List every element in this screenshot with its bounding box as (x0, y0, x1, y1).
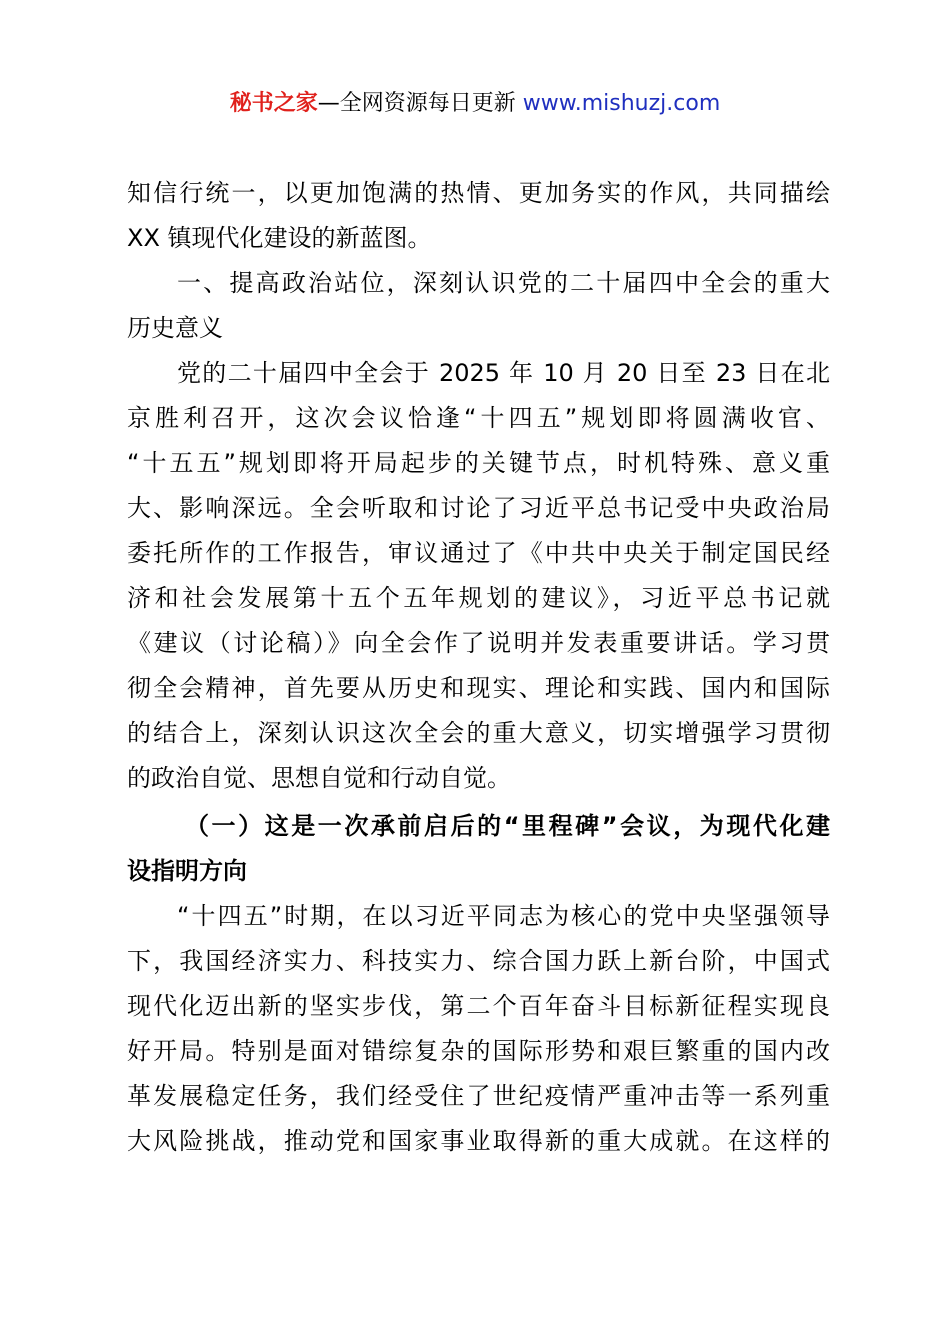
paragraph-line: 的结合上，深刻认识这次全会的重大意义，切实增强学习贯彻 (127, 719, 830, 747)
paragraph-line: 革发展稳定任务，我们经受住了世纪疫情严重冲击等一系列重 (127, 1082, 830, 1110)
paragraph-line: 委托所作的工作报告，审议通过了《中共中央关于制定国民经 (127, 539, 830, 567)
heading-level2-line: 设指明方向 (127, 857, 247, 885)
header-tagline: —全网资源每日更新 (317, 91, 523, 116)
paragraph-line: “十四五”时期，在以习近平同志为核心的党中央坚强领导 (177, 902, 830, 930)
heading-level1-line: 一、提高政治站位，深刻认识党的二十届四中全会的重大 (177, 269, 830, 297)
paragraph-line: 党的二十届四中全会于 2025 年 10 月 20 日至 23 日在北 (177, 359, 830, 387)
page-header (0, 88, 950, 120)
paragraph-line: 现代化迈出新的坚实步伐，第二个百年奋斗目标新征程实现良 (127, 992, 830, 1020)
document-body (127, 171, 830, 1164)
paragraph-line: 知信行统一，以更加饱满的热情、更加务实的作风，共同描绘 (127, 179, 830, 207)
paragraph-line: 《建议（讨论稿）》向全会作了说明并发表重要讲话。学习贯 (127, 629, 830, 657)
paragraph-line: 京胜利召开，这次会议恰逢“十四五”规划即将圆满收官、 (127, 404, 830, 432)
paragraph-line: 的政治自觉、思想自觉和行动自觉。 (127, 764, 511, 792)
paragraph-line: XX 镇现代化建设的新蓝图。 (127, 224, 432, 252)
site-url-link[interactable]: www.mishuzj.com (522, 91, 721, 116)
paragraph-line: 大风险挑战，推动党和国家事业取得新的重大成就。在这样的 (127, 1127, 830, 1155)
paragraph-line: 济和社会发展第十五个五年规划的建议》，习近平总书记就 (127, 584, 830, 612)
heading-level2-line: （一）这是一次承前启后的“里程碑”会议，为现代化建 (185, 812, 830, 840)
paragraph-line: 下，我国经济实力、科技实力、综合国力跃上新台阶，中国式 (127, 947, 830, 975)
paragraph-line: 好开局。特别是面对错综复杂的国际形势和艰巨繁重的国内改 (127, 1037, 830, 1065)
brand-name: 秘书之家 (229, 91, 318, 116)
heading-level1-line: 历史意义 (127, 314, 223, 342)
paragraph-line: 大、影响深远。全会听取和讨论了习近平总书记受中央政治局 (127, 494, 830, 522)
paragraph-line: “十五五”规划即将开局起步的关键节点，时机特殊、意义重 (127, 449, 830, 477)
paragraph-line: 彻全会精神，首先要从历史和现实、理论和实践、国内和国际 (127, 674, 830, 702)
